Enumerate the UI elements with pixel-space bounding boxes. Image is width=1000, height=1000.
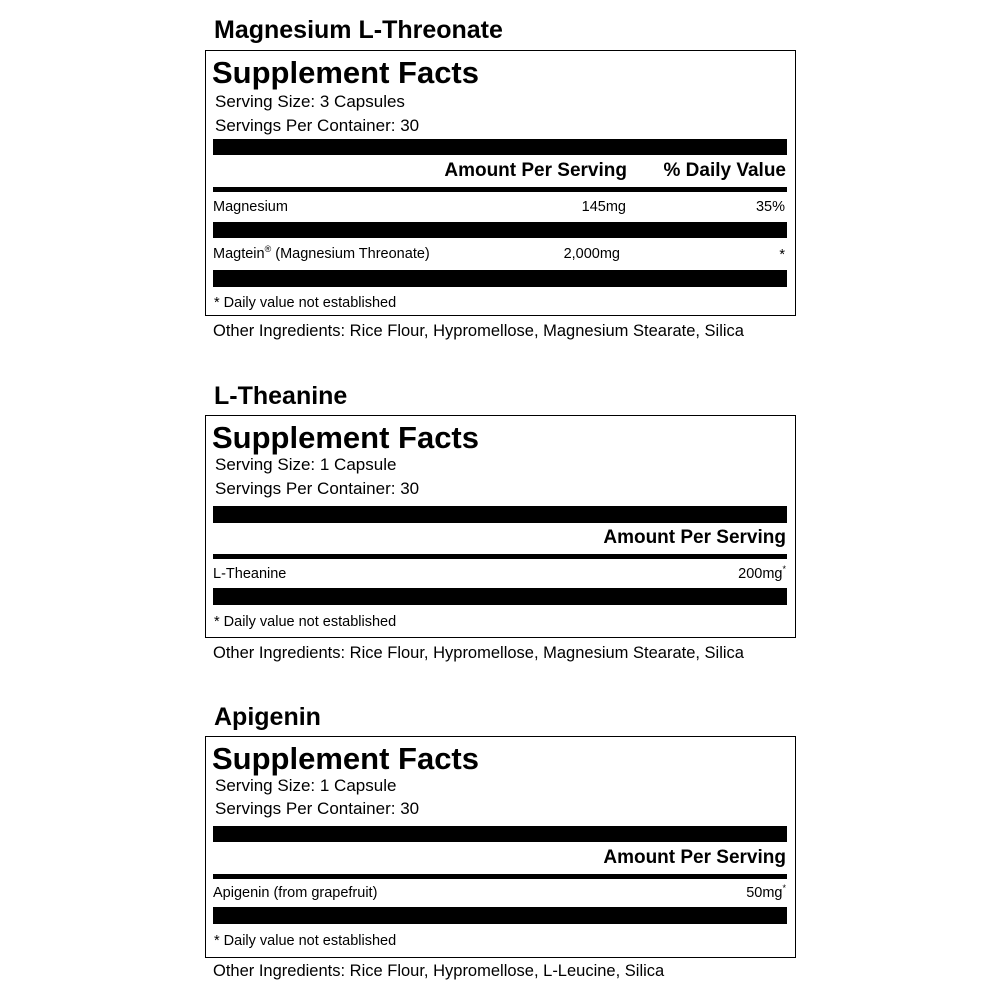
thick-divider bbox=[213, 588, 787, 605]
serving-size: Serving Size: 1 Capsule bbox=[215, 776, 397, 795]
product-title-apigenin: Apigenin bbox=[214, 703, 321, 731]
facts-heading: Supplement Facts bbox=[212, 741, 479, 776]
row-name-suffix: (Magnesium Threonate) bbox=[271, 246, 430, 262]
facts-heading: Supplement Facts bbox=[212, 55, 479, 90]
asterisk-mark: * bbox=[782, 564, 786, 575]
thin-divider bbox=[213, 187, 787, 192]
serving-size: Serving Size: 3 Capsules bbox=[215, 92, 405, 111]
row-name: Magnesium bbox=[213, 199, 288, 215]
row-amount bbox=[738, 564, 786, 582]
servings-per-container: Servings Per Container: 30 bbox=[215, 799, 420, 818]
row-name-text: Magtein bbox=[213, 246, 265, 262]
footnote: * Daily value not established bbox=[214, 933, 397, 949]
other-ingredients: Other Ingredients: Rice Flour, Hypromellose, L-Leucine, Silica bbox=[213, 962, 665, 980]
supplement-facts-panel-magnesium bbox=[205, 50, 796, 316]
row-amount: 145mg bbox=[581, 199, 626, 215]
supplement-facts-panel-apigenin bbox=[205, 736, 796, 958]
other-ingredients: Other Ingredients: Rice Flour, Hypromellose, Magnesium Stearate, Silica bbox=[213, 322, 744, 340]
thick-divider bbox=[213, 270, 787, 287]
daily-value-header: % Daily Value bbox=[663, 160, 786, 181]
thick-divider bbox=[213, 826, 787, 842]
amount-per-serving-header: Amount Per Serving bbox=[603, 527, 786, 548]
row-amount bbox=[746, 883, 786, 901]
product-title-magnesium: Magnesium L-Threonate bbox=[214, 16, 503, 44]
footnote: * Daily value not established bbox=[214, 614, 397, 630]
row-daily-value: * bbox=[779, 247, 785, 263]
asterisk-mark: * bbox=[782, 883, 786, 894]
thin-divider bbox=[213, 554, 787, 559]
row-name bbox=[213, 244, 430, 262]
thick-divider bbox=[213, 139, 787, 155]
footnote: * Daily value not established bbox=[214, 295, 397, 311]
thick-divider bbox=[213, 222, 787, 238]
row-amount: 2,000mg bbox=[563, 246, 620, 262]
amount-per-serving-header: Amount Per Serving bbox=[603, 847, 786, 868]
facts-heading: Supplement Facts bbox=[212, 420, 479, 455]
thick-divider bbox=[213, 506, 787, 523]
row-name: Apigenin (from grapefruit) bbox=[213, 885, 378, 901]
amount-per-serving-header: Amount Per Serving bbox=[444, 160, 627, 181]
registered-mark: ® bbox=[264, 244, 272, 255]
row-name: L-Theanine bbox=[213, 566, 287, 582]
product-title-l-theanine: L-Theanine bbox=[214, 382, 348, 410]
row-daily-value: 35% bbox=[755, 199, 785, 215]
servings-per-container: Servings Per Container: 30 bbox=[215, 116, 420, 135]
serving-size: Serving Size: 1 Capsule bbox=[215, 455, 397, 474]
supplement-facts-panel-l-theanine bbox=[205, 415, 796, 638]
thin-divider bbox=[213, 874, 787, 879]
row-amount-value: 50mg bbox=[746, 885, 783, 901]
servings-per-container: Servings Per Container: 30 bbox=[215, 479, 420, 498]
other-ingredients: Other Ingredients: Rice Flour, Hypromellose, Magnesium Stearate, Silica bbox=[213, 644, 744, 662]
thick-divider bbox=[213, 907, 787, 924]
row-amount-value: 200mg bbox=[738, 566, 783, 582]
